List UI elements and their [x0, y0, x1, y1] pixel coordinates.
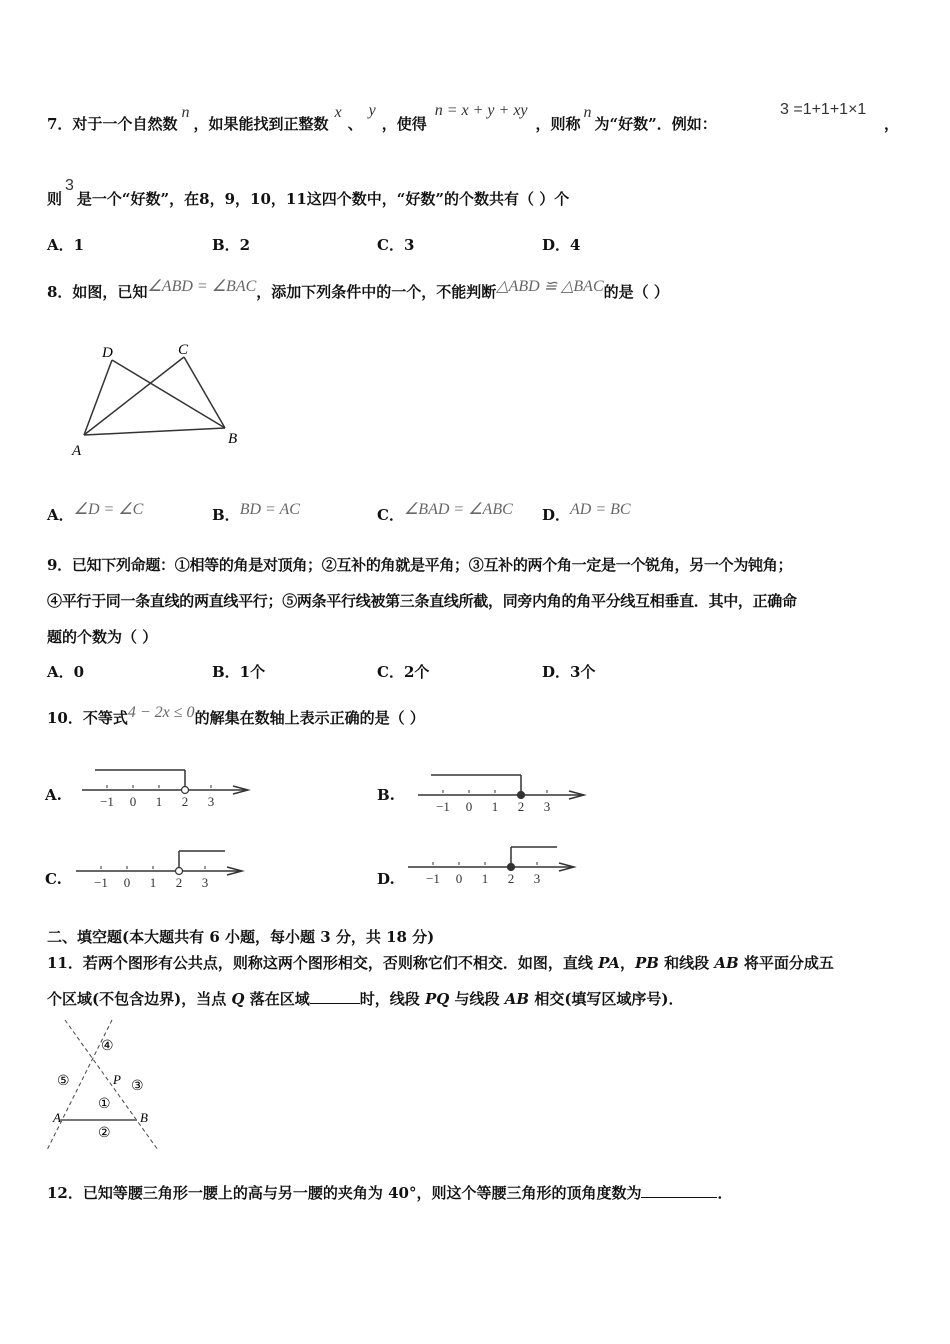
math-q: Q: [231, 990, 245, 1008]
tick-label: 0: [465, 799, 473, 814]
number-line-a: [82, 790, 215, 809]
q9-line1: 9．已知下列命题：①相等的角是对顶角；②互补的角就是平角；③互补的两个角一定是一个锐角，另一个为钝角；: [47, 556, 793, 574]
q9-line2: ④平行于同一条直线的两直线平行；⑤两条平行线被第三条直线所截，同旁内角的角平分线互相垂直．其中，正确命: [47, 592, 797, 610]
option-expr: ∠BAD = ∠ABC: [403, 501, 513, 518]
math-ab: AB: [504, 990, 530, 1008]
q12-line: [47, 1183, 733, 1203]
label-a: A: [72, 443, 82, 459]
q11-text: 与线段: [449, 990, 505, 1008]
q10-line1: [47, 704, 425, 729]
q10-text: 10．不等式: [47, 709, 128, 727]
tick-label: 3: [201, 875, 209, 890]
q12-text: ．: [717, 1184, 733, 1202]
math-y: y: [368, 102, 376, 119]
q7-text: ，如果能找到正整数: [193, 115, 329, 133]
q11-text: 落在区域: [244, 990, 310, 1008]
option-d[interactable]: D．4: [542, 236, 581, 254]
region-1: ①: [98, 1097, 111, 1112]
option-expr: AD = BC: [570, 501, 631, 518]
tick-label: −1: [436, 799, 450, 814]
region-4: ④: [101, 1039, 114, 1054]
q8-option-c[interactable]: [377, 501, 513, 526]
tick-label: 0: [129, 794, 137, 809]
math-pq: PQ: [424, 990, 450, 1008]
number-line-c: [76, 871, 209, 890]
answer-blank[interactable]: [641, 1183, 717, 1198]
tick-label: 1: [149, 875, 157, 890]
tick-label: 1: [155, 794, 163, 809]
option-c[interactable]: C.: [45, 870, 62, 888]
q7-text: 则: [47, 190, 63, 208]
q11-line1: [47, 953, 834, 973]
q12-text: 12．已知等腰三角形一腰上的高与另一腰的夹角为 40°，则这个等腰三角形的顶角度数为: [47, 1184, 642, 1202]
q7-text: ，则称: [535, 115, 581, 133]
q8-option-d[interactable]: [542, 501, 631, 526]
open-point: [176, 868, 183, 875]
math-n: n: [181, 104, 190, 121]
q11-text: ，: [619, 954, 635, 972]
tick-label: 2: [507, 871, 515, 886]
q8-line1: [47, 278, 669, 303]
math-pb: PB: [634, 954, 659, 972]
option-expr: BD = AC: [239, 501, 300, 518]
tick-label: −1: [426, 871, 440, 886]
q8-text: 的是（ ）: [603, 283, 669, 301]
q8-text: 8．如图，已知: [47, 283, 148, 301]
label-b: B: [140, 1110, 148, 1125]
closed-point: [518, 792, 525, 799]
math-n: n: [583, 104, 592, 121]
label-b: B: [228, 431, 238, 447]
label-p: P: [113, 1072, 121, 1087]
math-ab: AB: [714, 954, 739, 972]
option-a[interactable]: A．0: [47, 663, 85, 681]
tick-label: 3: [543, 799, 551, 814]
number-line-d: [408, 867, 541, 886]
tick-label: 1: [481, 871, 489, 886]
tick-label: −1: [94, 875, 108, 890]
tick-label: 1: [491, 799, 499, 814]
q8-option-a[interactable]: [47, 501, 144, 526]
tick-label: 3: [207, 794, 215, 809]
q7-text: 是一个“好数”，在8，9，10，11这四个数中，“好数”的个数共有（ ）个: [76, 190, 570, 208]
q7-text: 7．对于一个自然数: [47, 115, 178, 133]
math-x: x: [334, 104, 342, 121]
tick-label: 0: [455, 871, 463, 886]
q7-text: ，: [884, 115, 900, 133]
section-heading: 二、填空题(本大题共有 6 小题，每小题 3 分，共 18 分): [47, 928, 435, 946]
option-a[interactable]: A．1: [47, 236, 85, 254]
q10-text: 的解集在数轴上表示正确的是（ ）: [194, 709, 425, 727]
option-letter: C．: [377, 506, 404, 524]
tick-label: 0: [123, 875, 131, 890]
q11-text: 相交(填写区域序号)．: [529, 990, 684, 1008]
option-letter: A．: [47, 506, 74, 524]
option-letter: B．: [212, 506, 240, 524]
segment-bc: [184, 357, 225, 428]
option-c[interactable]: C．2个: [377, 663, 430, 681]
option-b[interactable]: B．2: [212, 236, 251, 254]
segment-ab: [84, 428, 225, 435]
math-pa: PA: [598, 954, 620, 972]
label-a: A: [53, 1110, 61, 1125]
option-letter: D．: [542, 506, 571, 524]
tick-label: 2: [175, 875, 183, 890]
option-a[interactable]: A.: [45, 786, 62, 804]
tick-label: 3: [533, 871, 541, 886]
q11-line2: [47, 989, 684, 1009]
option-d[interactable]: D.: [377, 870, 395, 888]
number-line-b: [418, 795, 551, 814]
q8-text: ，添加下列条件中的一个，不能判断: [256, 283, 497, 301]
answer-blank[interactable]: [310, 989, 360, 1004]
option-b[interactable]: B．1个: [212, 663, 266, 681]
math-formula: n = x + y + xy: [434, 102, 528, 119]
label-d: D: [102, 345, 113, 361]
q11-text: 个区域(不包含边界)，当点: [47, 990, 232, 1008]
math-3: 3: [65, 177, 74, 194]
q7-line2: [47, 177, 570, 210]
math-inequality: 4 − 2x ≤ 0: [127, 704, 195, 721]
segment-bd: [112, 360, 225, 428]
q8-option-b[interactable]: [212, 501, 300, 526]
option-b[interactable]: B.: [377, 786, 395, 804]
q11-text: 将平面分成五: [738, 954, 834, 972]
q11-text: 时，线段: [359, 990, 425, 1008]
option-d[interactable]: D．3个: [542, 663, 596, 681]
label-c: C: [178, 342, 189, 358]
tick-label: 2: [517, 799, 525, 814]
q7-text: 、: [347, 115, 363, 133]
option-c[interactable]: C．3: [377, 236, 415, 254]
math-condition: ∠ABD = ∠BAC: [147, 278, 257, 295]
q7-text: 为“好数”．例如：: [594, 115, 717, 133]
q9-line3: 题的个数为（ ）: [47, 628, 158, 646]
open-point: [182, 787, 189, 794]
option-expr: ∠D = ∠C: [73, 501, 144, 518]
closed-point: [508, 864, 515, 871]
q11-text: 11．若两个图形有公共点，则称这两个图形相交，否则称它们不相交．如图，直线: [47, 954, 599, 972]
q7-text: ，使得: [381, 115, 427, 133]
tick-label: −1: [100, 794, 114, 809]
math-congruence: △ABD ≌ △BAC: [496, 278, 604, 295]
q7-line1: [47, 102, 717, 135]
region-3: ③: [131, 1079, 144, 1094]
q11-text: 和线段: [658, 954, 715, 972]
tick-label: 2: [181, 794, 189, 809]
math-example: 3 =1+1+1×1: [780, 101, 867, 118]
region-2: ②: [98, 1126, 111, 1141]
region-5: ⑤: [57, 1074, 70, 1089]
